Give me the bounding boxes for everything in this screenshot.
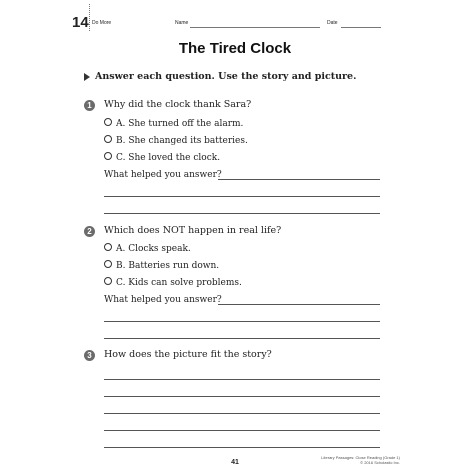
footer-credit bbox=[285, 455, 400, 465]
instruction-arrow-icon bbox=[84, 73, 90, 81]
answer-option[interactable]: A. She turned off the alarm. bbox=[104, 118, 243, 129]
radio-button-icon[interactable] bbox=[104, 152, 112, 160]
helper-prompt: What helped you answer? bbox=[104, 170, 222, 180]
credit-line: Literary Passages: Close Reading (Grade 1) bbox=[321, 455, 400, 460]
tab-divider bbox=[89, 4, 90, 31]
answer-line[interactable] bbox=[104, 447, 380, 448]
question-number-badge: 1 bbox=[84, 100, 95, 111]
answer-line[interactable] bbox=[218, 304, 380, 305]
name-label: Name bbox=[175, 20, 189, 26]
answer-option[interactable]: C. She loved the clock. bbox=[104, 152, 220, 163]
date-label: Date bbox=[327, 20, 338, 26]
page-number-tab: 14 bbox=[72, 14, 89, 31]
answer-option[interactable]: A. Clocks speak. bbox=[104, 243, 191, 254]
radio-button-icon[interactable] bbox=[104, 260, 112, 268]
answer-line[interactable] bbox=[104, 396, 380, 397]
date-line bbox=[341, 27, 381, 28]
answer-option[interactable]: B. Batteries run down. bbox=[104, 260, 219, 271]
answer-option[interactable]: C. Kids can solve problems. bbox=[104, 277, 242, 288]
question-text: Which does NOT happen in real life? bbox=[104, 225, 282, 236]
question-number-badge: 2 bbox=[84, 226, 95, 237]
answer-line[interactable] bbox=[104, 196, 380, 197]
page-title: The Tired Clock bbox=[178, 40, 292, 57]
radio-button-icon[interactable] bbox=[104, 243, 112, 251]
question-text: How does the picture fit the story? bbox=[104, 349, 272, 360]
answer-option[interactable]: B. She changed its batteries. bbox=[104, 135, 248, 146]
answer-line[interactable] bbox=[104, 321, 380, 322]
helper-prompt: What helped you answer? bbox=[104, 295, 222, 305]
answer-line[interactable] bbox=[218, 179, 380, 180]
instruction-text: Answer each question. Use the story and picture. bbox=[95, 71, 357, 82]
answer-line[interactable] bbox=[104, 413, 380, 414]
radio-button-icon[interactable] bbox=[104, 118, 112, 126]
radio-button-icon[interactable] bbox=[104, 277, 112, 285]
answer-line[interactable] bbox=[104, 379, 380, 380]
answer-line[interactable] bbox=[104, 338, 380, 339]
answer-line[interactable] bbox=[104, 430, 380, 431]
radio-button-icon[interactable] bbox=[104, 135, 112, 143]
answer-line[interactable] bbox=[104, 213, 380, 214]
day-label: Do More bbox=[92, 20, 112, 26]
question-number-badge: 3 bbox=[84, 350, 95, 361]
name-line bbox=[190, 27, 320, 28]
question-text: Why did the clock thank Sara? bbox=[104, 99, 252, 110]
credit-line: © 2016 Scholastic Inc. bbox=[360, 460, 400, 465]
footer-page-number: 41 bbox=[231, 459, 239, 466]
